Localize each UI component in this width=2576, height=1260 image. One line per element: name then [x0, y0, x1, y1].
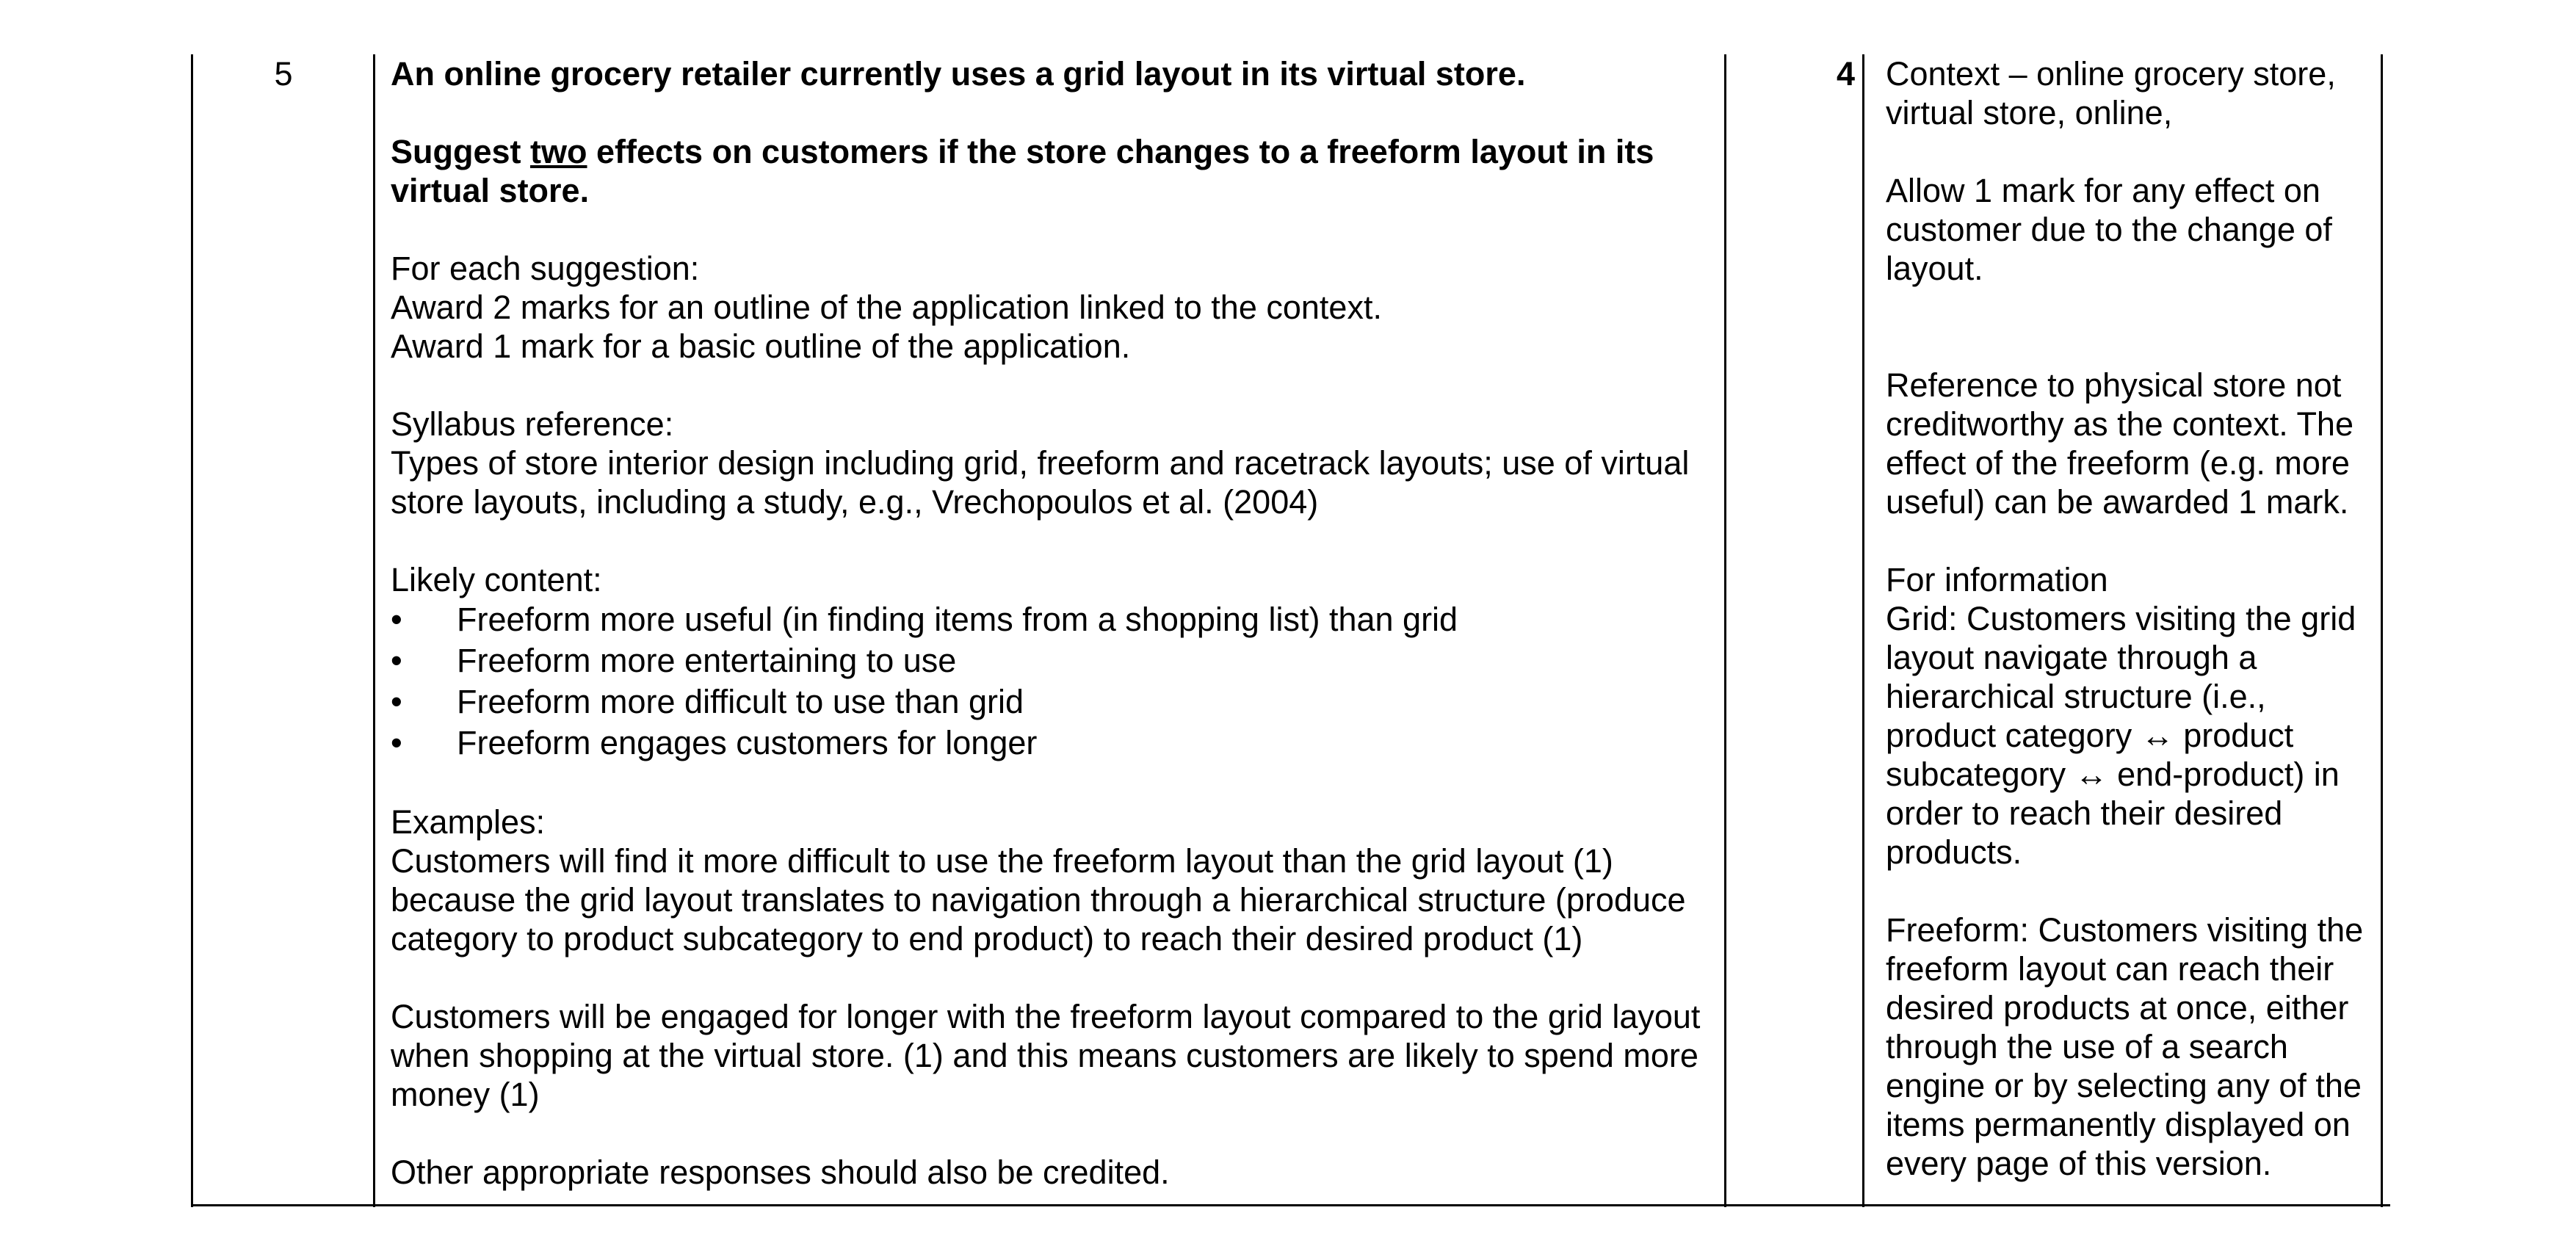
syllabus-heading: Syllabus reference:: [391, 405, 674, 443]
list-item: • Freeform more entertaining to use: [391, 640, 1712, 681]
column-divider-question: [373, 54, 375, 1207]
table-border-left: [191, 54, 193, 1207]
award-2-marks: Award 2 marks for an outline of the application linked to the context.: [391, 289, 1382, 326]
freeform-info: Freeform: Customers visiting the freeform layout can reach their desired products at once, either through the use of a search engine or by selecting any of the items permanently displayed on every page of this version.: [1886, 911, 2364, 1182]
list-item: • Freeform more useful (in finding items from a shopping list) than grid: [391, 599, 1712, 640]
grid-info: Grid: Customers visiting the grid layout navigate through a hierarchical structure (i.e., product category ↔ product subcategory ↔ end-product) in order to reach their desired products.: [1886, 600, 2356, 871]
column-divider-answer: [1724, 54, 1726, 1207]
answer-column: [391, 54, 1712, 1192]
for-each-heading: For each suggestion:: [391, 250, 700, 287]
question-stem: An online grocery retailer currently uses a grid layout in its virtual store.: [391, 55, 1526, 93]
info-heading: For information: [1886, 561, 2108, 598]
other-responses-note: Other appropriate responses should also be credited.: [391, 1154, 1170, 1191]
list-item: • Freeform more difficult to use than grid: [391, 681, 1712, 723]
likely-content-list: [391, 599, 1712, 764]
table-border-right: [2381, 54, 2383, 1207]
guidance-reference: Reference to physical store not creditworthy as the context. The effect of the freeform (e.g. more useful) can be awarded 1 mark.: [1886, 366, 2354, 521]
examples-heading: Examples:: [391, 803, 546, 841]
example-1: Customers will find it more difficult to use the freeform layout than the grid layout (1) because the grid layout translates to navigation through a hierarchical structure (produce category to product subcategory to end product) to reach their desired product (1): [391, 842, 1686, 957]
task-before: Suggest: [391, 133, 531, 170]
marks-value: 4: [1836, 55, 1855, 93]
task-underlined: two: [530, 133, 587, 170]
list-item: • Freeform engages customers for longer: [391, 723, 1712, 764]
guidance-column: [1886, 54, 2379, 1183]
example-2: Customers will be engaged for longer with the freeform layout compared to the grid layout when shopping at the virtual store. (1) and this means customers are likely to spend more money (1): [391, 998, 1701, 1113]
guidance-context: Context – online grocery store, virtual store, online,: [1886, 55, 2336, 131]
question-number: 5: [274, 55, 293, 93]
column-divider-marks: [1862, 54, 1864, 1207]
syllabus-text: Types of store interior design including grid, freeform and racetrack layouts; use of virtual store layouts, including a study, e.g., Vrechopoulos et al. (2004): [391, 444, 1690, 521]
award-1-mark: Award 1 mark for a basic outline of the application.: [391, 327, 1131, 365]
question-task: [391, 132, 1712, 210]
likely-content-heading: Likely content:: [391, 561, 602, 598]
table-bottom-border: [192, 1204, 2390, 1206]
guidance-allow: Allow 1 mark for any effect on customer due to the change of layout.: [1886, 172, 2332, 287]
task-after: effects on customers if the store changes to a freeform layout in its virtual store.: [391, 133, 1654, 209]
